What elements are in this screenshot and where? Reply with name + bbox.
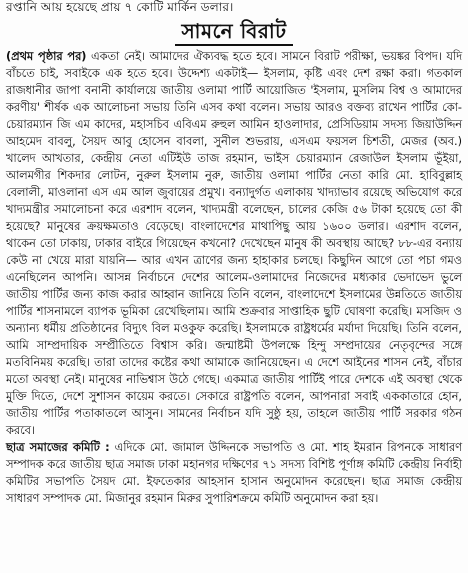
paragraph-student-committee-text: এদিকে মো. জামাল উদ্দিনকে সভাপতি ও মো. শাহ ইমরান রিপনকে সাধারণ সম্পাদক করে জাতীয় ছাত্র সমাজ ঢাকা মহানগর দক্ষিণের ৭১ সদস্য বিশিষ্ট পূর্ণাঙ্গ কমিটি কেন্দ্রীয় নির্বাহী কমিটির সভাপতি সৈয়দ মো. ইফতেকার আহসান হাসান অনুমোদন করেছেন। ছাত্র সমাজ কেন্দ্রীয় সাধারণ সম্পাদক মো. মিজানুর রহমান মিরুর সুপারিশক্রমে কমিটি অনুমোদন করা হয়।: [6, 441, 462, 505]
article-body: [6, 48, 462, 507]
article-headline: সামনে বিরাট: [175, 18, 292, 46]
paragraph-main-text: একতা নেই। আমাদের ঐক্যবদ্ধ হতে হবে। সামনে বিরাট পরীক্ষা, ভয়ঙ্কর বিপদ। যদি বাঁচতে চাই, সবাইকে এক হতে হবে। উদ্দেশ্য একটাই— ইসলাম, কৃষ্টি এবং দেশ রক্ষা করা। গতকাল রাজধানীর জাপা বনানী কার্যালয়ে জাতীয় ওলামা পার্টি আয়োজিত 'ইসলাম, মুসলিম বিশ্ব ও আমাদের করণীয়' শীর্ষক এক আলোচনা সভায় তিনি এসব কথা বলেন। সভায় আরও বক্তব্য রাখেন পার্টির কো-চেয়ারম্যান জি এম কাদের, মহাসচিব এবিএম রুহুল আমিন হাওলাদার, প্রেসিডিয়াম সদস্য জিয়াউদ্দিন আহমেদ বাবলু, সৈয়দ আবু হোসেন বাবলা, সুনীল শুভরায়, এসএম ফয়সল চিশতী, মেজর (অব.) খালেদ আখতার, কেন্দ্রীয় নেতা এটিইউ তাজ রহমান, ভাইস চেয়ারম্যান রেজাউল ইসলাম ভূঁইয়া, আলমগীর শিকদার লোটন, নুরুল ইসলাম নুরু, জাতীয় ওলামা পার্টির নেতা কারি মো. হাবিবুল্লাহ বেলালী, মাওলানা এস এম আল জুবায়ের প্রমুখ। বন্যাদুর্গত এলাকায় খাদ্যাভাব রয়েছে অভিযোগ করে খাদ্যমন্ত্রীর সমালোচনা করে এরশাদ বলেন, খাদ্যমন্ত্রী বলেছেন, চালের কেজি ৫৬ টাকা হয়েছে তো কী হয়েছে? মানুষের ক্রয়ক্ষমতাও বেড়েছে। বাংলাদেশের মাথাপিছু আয় ১৬০০ ডলার। এরশাদ বলেন, থাকেন তো ঢাকায়, ঢাকার বাইরে গিয়েছেন কখনো? দেখেছেন মানুষ কী অবস্থায় আছে? ৮৮-এর বন্যায় কেউ না খেয়ে মারা যায়নি— আর এখন ত্রাণের জন্য হাহাকার চলছে। কিছুদিন আগে তো পচা গমও এনেছিলেন আপনি। আসন্ন নির্বাচনে দেশের আলেম-ওলামাদের নিজেদের মধ্যকার ভেদাভেদ ভুলে জাতীয় পার্টির জন্য কাজ করার আহ্বান জানিয়ে তিনি বলেন, বাংলাদেশে ইসলামের উন্নতিতে জাতীয় পার্টির শাসনামলে ব্যাপক ভূমিকা রেখেছিলাম। আমি শুক্রবার সাপ্তাহিক ছুটি ঘোষণা করেছি। মসজিদ ও অন্যান্য ধর্মীয় প্রতিষ্ঠানের বিদ্যুৎ বিল মওকুফ করেছি। ইসলামকে রাষ্ট্রধর্মের মর্যাদা দিয়েছি। তিনি বলেন, আমি সাম্প্রদায়িক সম্প্রীতিতে বিশ্বাস করি। জন্মাষ্টমী উপলক্ষে হিন্দু সম্প্রদায়ের নেতৃবৃন্দের সঙ্গে মতবিনিময় করেছি। তারা তাদের কষ্টের কথা আমাকে জানিয়েছেন। এ দেশে আইনের শাসন নেই, বাঁচার মতো অবস্থা নেই। মানুষের নাভিশ্বাস উঠে গেছে। একমাত্র জাতীয় পার্টিই পারে দেশকে এই অবস্থা থেকে মুক্তি দিতে, দেশে সুশাসন কায়েম করতে। সেকারে রাষ্ট্রপতি বলেন, আপনারা সবাই এককাতারে হোন, জাতীয় পার্টির পতাকাতলে আসুন। সামনের নির্বাচন যদি সুষ্ঠু হয়, তাহলে জাতীয় পার্টি সরকার গঠন করবে।: [6, 50, 463, 437]
previous-article-fragment: রপ্তানি আয় হয়েছে প্রায় ৭ কোটি মার্কিন ডলার।: [6, 0, 234, 14]
continued-from-label: (প্রথম পৃষ্ঠার পর): [6, 50, 87, 63]
section-subheading: ছাত্র সমাজের কমিটি :: [6, 441, 110, 454]
headline-container: [0, 18, 468, 44]
paragraph-student-committee: [6, 439, 462, 507]
paragraph-main: [6, 48, 462, 439]
